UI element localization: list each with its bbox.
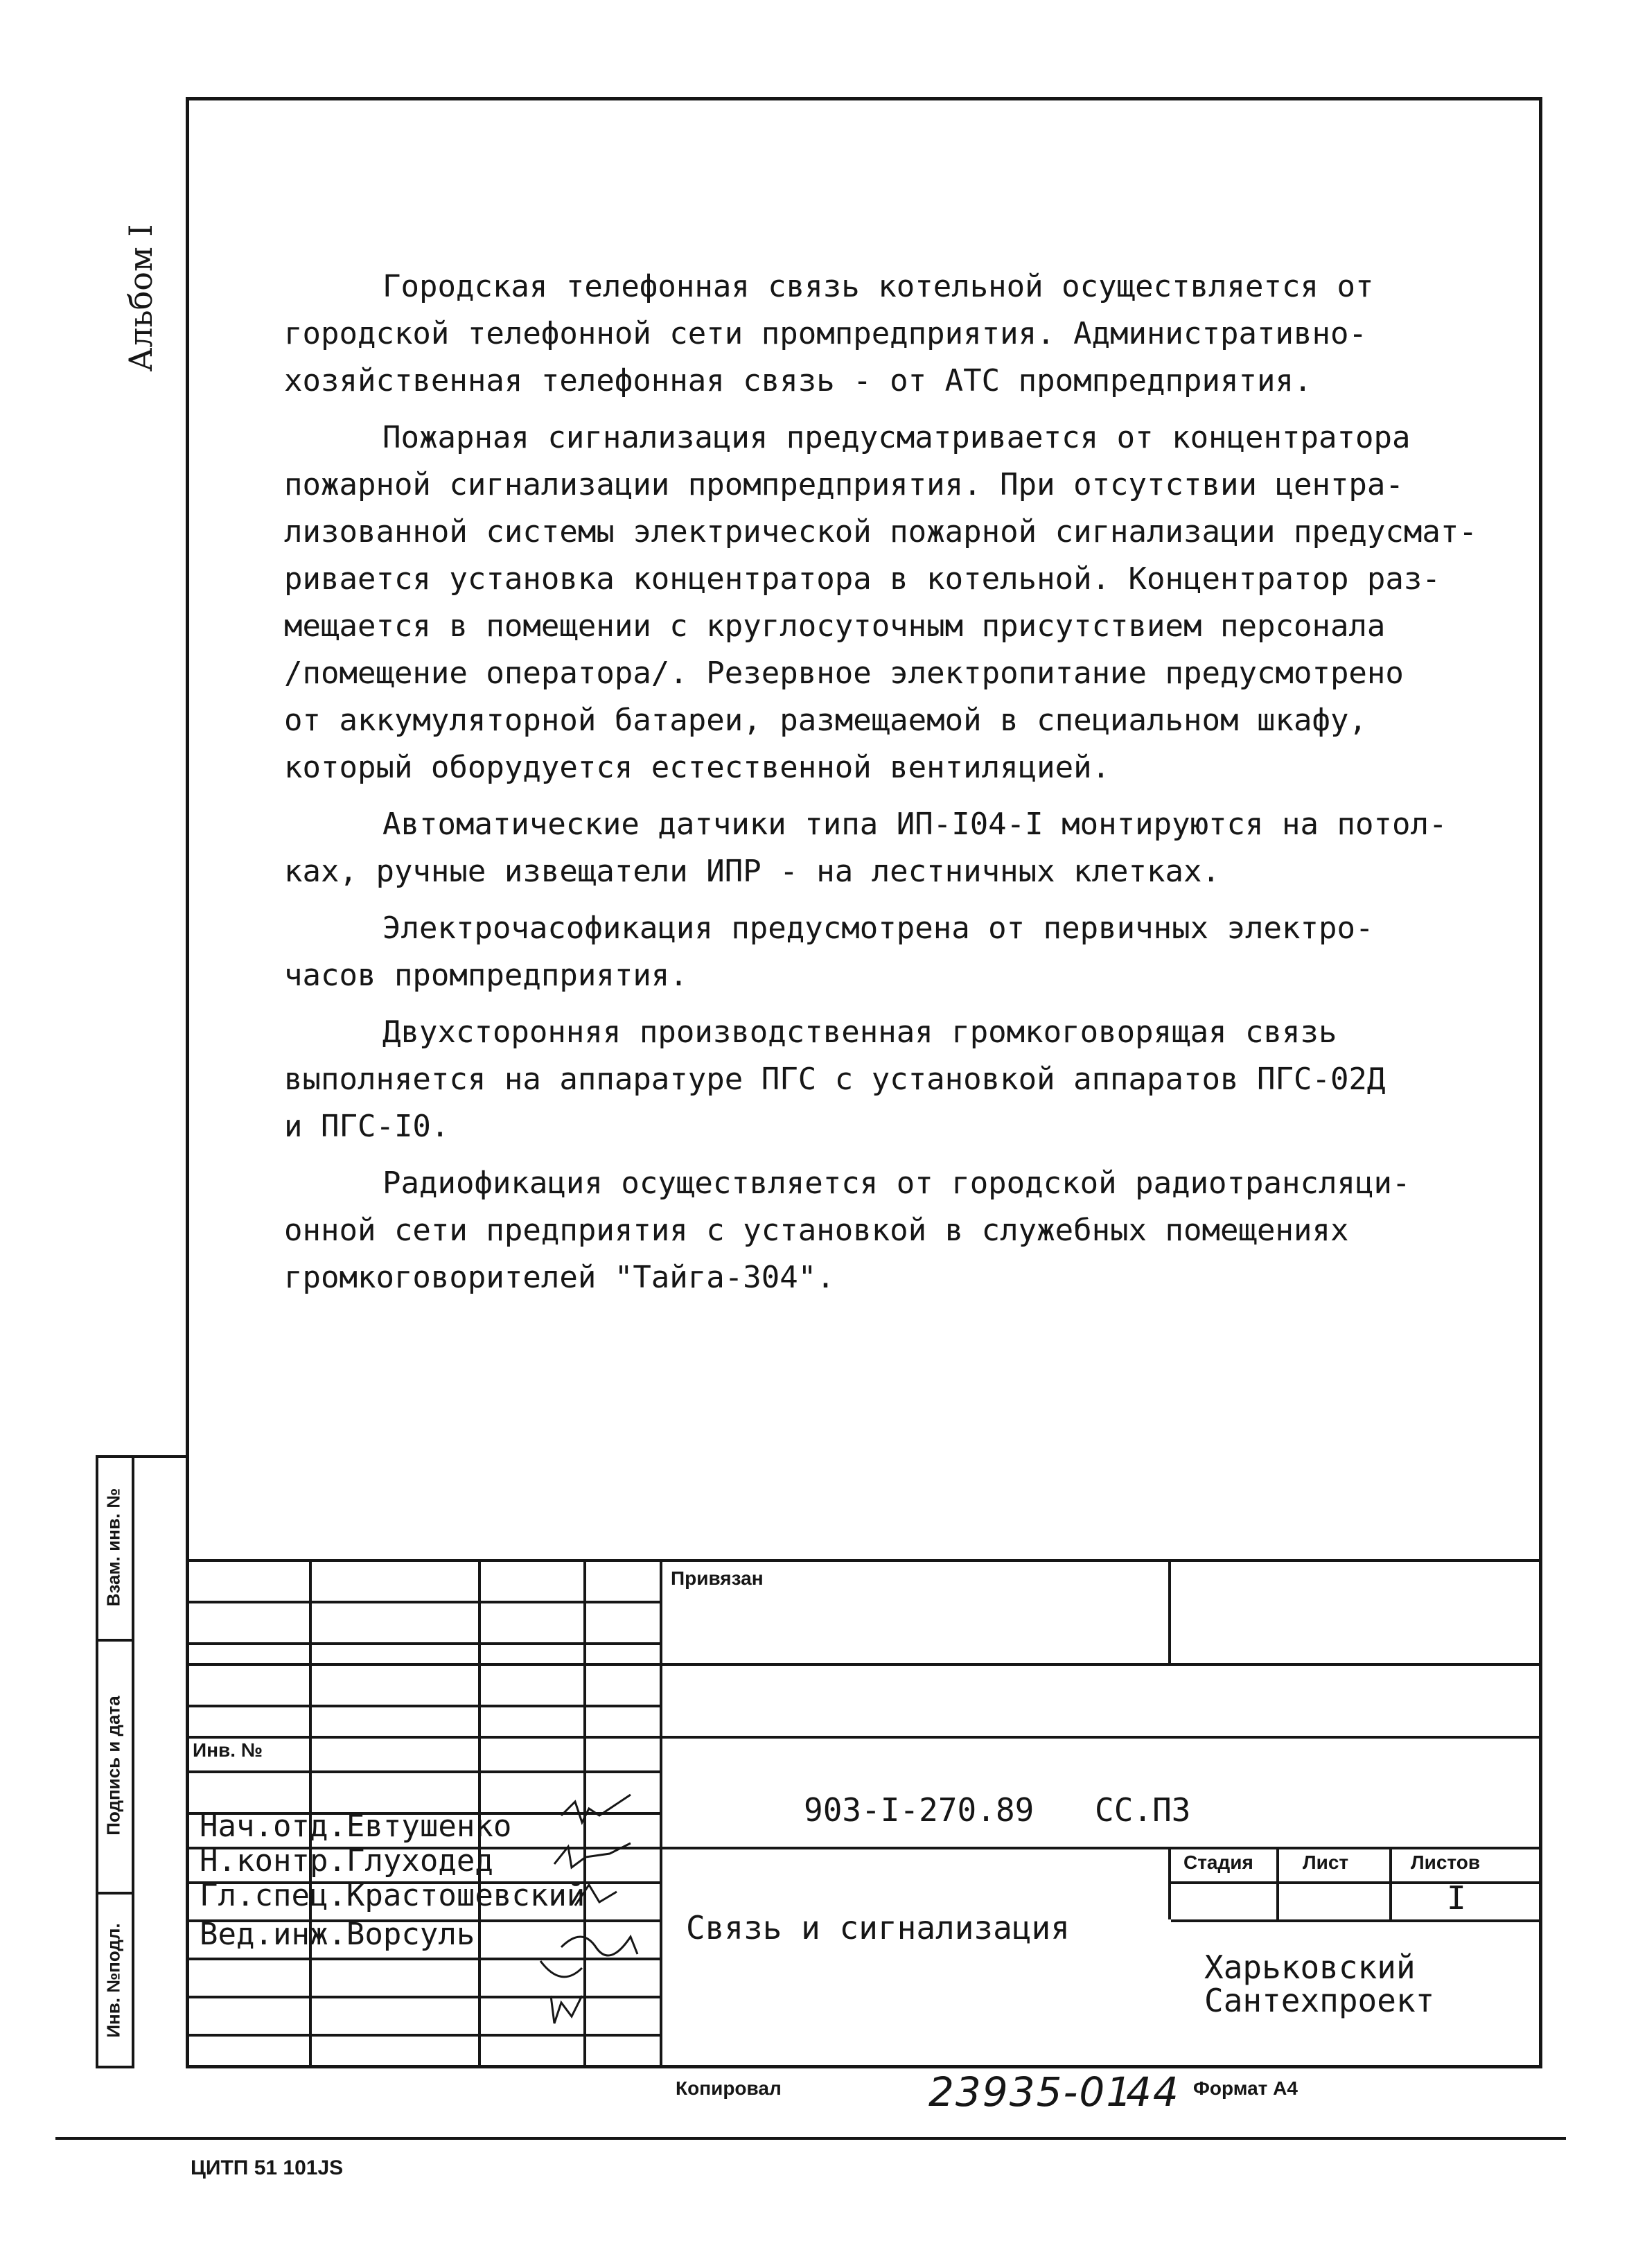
text-line: от аккумуляторной батареи, размещаемой в специальном шкафу,: [284, 703, 1367, 738]
text-line: и ПГС-I0.: [284, 1109, 450, 1144]
grid-line: [1168, 1847, 1171, 1919]
binding-label: Инв. №подл.: [103, 1922, 124, 2038]
grid-line: [186, 1705, 660, 1707]
grid-line: [186, 1663, 1542, 1666]
text-line: онной сети предприятия с установкой в служебных помещениях: [284, 1213, 1349, 1248]
text-line: который оборудуется естественной вентиляцией.: [284, 750, 1111, 785]
document-title: Связь и сигнализация: [686, 1909, 1070, 1946]
text-line: Двухсторонняя производственная громкоговорящая связь: [382, 1014, 1337, 1050]
inv-no-label: Инв. №: [193, 1739, 263, 1761]
paragraph-clocks: [284, 905, 1517, 999]
organization-name-line1: Харьковский: [1204, 1949, 1416, 1986]
text-line: Радиофикация осуществляется от городской радиотрансляци-: [382, 1166, 1411, 1201]
text-line: Автоматические датчики типа ИП-I04-I монтируются на потол-: [382, 807, 1447, 842]
text-line: часов промпредприятия.: [284, 958, 688, 993]
grid-line: [186, 1642, 660, 1645]
text-line: Электрочасофикация предусмотрена от первичных электро-: [382, 911, 1374, 946]
text-line: лизованной системы электрической пожарной сигнализации предусмат-: [284, 514, 1477, 550]
document-section-code: СС.ПЗ: [1095, 1791, 1191, 1829]
text-line: мещается в помещении с круглосуточным присутствием персонала: [284, 608, 1386, 644]
grid-line: [1171, 1919, 1542, 1922]
text-line: выполняется на аппаратуре ПГС с установкой аппаратов ПГС-02Д: [284, 1062, 1386, 1097]
paragraph-fire-alarm: [284, 414, 1517, 791]
grid-line: [186, 1601, 660, 1603]
handwritten-signatures-graphic: [534, 1788, 672, 2065]
document-designation: 903-I-270.89: [804, 1791, 1034, 1829]
signature-stroke: [540, 1961, 582, 1977]
binding-cell-vzam: [96, 1455, 132, 1639]
text-line: /помещение оператора/. Резервное электропитание предусмотрено: [284, 656, 1404, 691]
grid-line: [186, 1736, 1542, 1739]
paragraph-telephone: [284, 263, 1517, 405]
album-label-text: Альбом I: [122, 224, 159, 372]
sheets-total-value: I: [1447, 1879, 1466, 1917]
signature-stroke: [554, 1843, 631, 1867]
sheet-label: Лист: [1303, 1852, 1349, 1873]
copied-by-label: Копировал: [676, 2077, 782, 2099]
text-line: хозяйственная телефонная связь - от АТС промпредприятия.: [284, 363, 1312, 398]
print-shop-code: ЦИТП 51 101JS: [191, 2156, 344, 2179]
binding-label: Взам. инв. №: [103, 1488, 124, 1606]
signature-row-chief-specialist: Гл.спец.Крастошевский: [200, 1878, 585, 1913]
grid-line: [1171, 1881, 1542, 1884]
format-label: Формат А4: [1193, 2077, 1298, 2099]
text-line: городской телефонной сети промпредприятия. Административно-: [284, 316, 1367, 351]
paragraph-radio: [284, 1160, 1517, 1301]
text-line: громкоговорителей "Тайга-304".: [284, 1260, 835, 1295]
organization-name-line2: Сантехпроект: [1204, 1982, 1435, 2019]
text-line: ривается установка концентратора в котельной. Концентратор раз-: [284, 561, 1441, 597]
explanatory-note-text: [284, 263, 1517, 1311]
grid-line: [1276, 1847, 1279, 1919]
text-line: Городская телефонная связь котельной осуществляется от: [382, 269, 1374, 304]
bottom-rule: [55, 2137, 1566, 2140]
privyazan-label: Привязан: [671, 1567, 764, 1589]
signature-stroke: [561, 1795, 631, 1822]
text-line: Пожарная сигнализация предусматривается от концентратора: [382, 420, 1411, 455]
binding-stamp-column: [96, 1455, 186, 2068]
paragraph-loudspeaker: [284, 1009, 1517, 1150]
grid-line: [1168, 1559, 1171, 1663]
archive-number: 23935-01: [928, 2068, 1134, 2116]
binding-cell-inv-podl: [96, 1892, 132, 2068]
binding-border: [132, 1455, 134, 2068]
signature-stroke: [561, 1937, 637, 1955]
text-line: пожарной сигнализации промпредприятия. При отсутствии центра-: [284, 467, 1404, 502]
grid-line: [186, 1770, 660, 1773]
text-line: ках, ручные извещатели ИПР - на лестничных клетках.: [284, 854, 1221, 889]
archive-number-suffix: 44: [1126, 2068, 1180, 2116]
signature-row-norm-control: Н.контр.Глуходед: [200, 1843, 493, 1879]
grid-line: [186, 1559, 1542, 1562]
signature-stroke: [575, 1885, 617, 1906]
paragraph-detectors: [284, 801, 1517, 895]
signature-row-head-of-dept: Нач.отд.Евтушенко: [200, 1809, 512, 1844]
sheets-total-label: Листов: [1411, 1852, 1481, 1873]
signature-row-lead-engineer: Вед.инж.Ворсуль: [200, 1917, 475, 1952]
grid-line: [1389, 1847, 1392, 1919]
album-label: [116, 208, 165, 388]
binding-label: Подпись и дата: [103, 1695, 124, 1836]
stage-label: Стадия: [1183, 1852, 1253, 1873]
binding-cell-podpis: [96, 1639, 132, 1892]
signature-stroke: [551, 1996, 582, 2023]
